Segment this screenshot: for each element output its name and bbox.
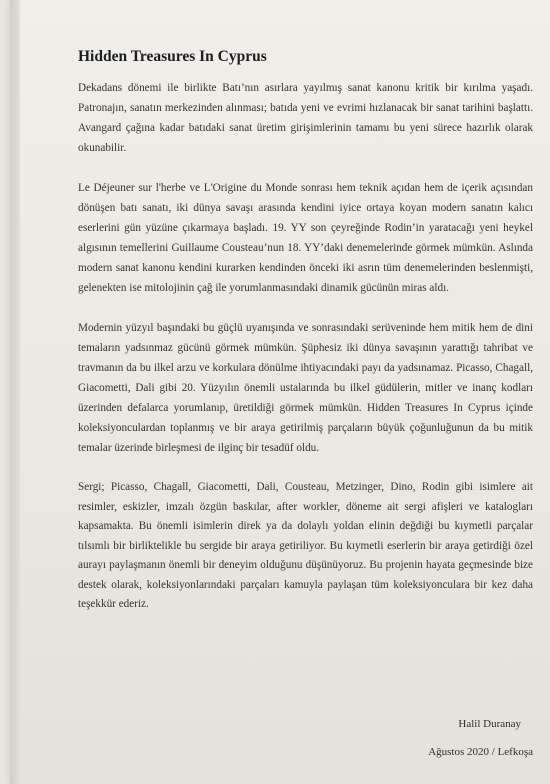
paragraph-4: Sergi; Picasso, Chagall, Giacometti, Dali, Cousteau, Metzinger, Dino, Rodin gibi isimlere ait resimler, eskizler, imzalı özgün baskılar, after workler, döneme ait sergi afişleri ve katalogları kapsamakta. Bu önemli isimlerin direk ya da dolaylı yoldan elinin değdiği bu kıymetli parçalar tılsımlı bir birliktelikle bu sergide bir araya getiriliyor. Bu kıymetli eserlerin bir araya getirdiği özel aurayı paylaşmanın önemli bir deneyim olduğunu düşünüyoruz. Bu projenin hayata geçmesinde bize destek olarak, koleksiyonlarındaki parçaları kamuyla paylaşan tüm koleksiyonculara bir kez daha teşekkür ederiz.	[78, 481, 533, 610]
date-place: Ağustos 2020 / Lefkoşa	[428, 746, 533, 758]
signature-block	[428, 710, 533, 766]
paragraph-3: Modernin yüzyıl başındaki bu güçlü uyanışında ve sonrasındaki serüveninde hem mitik hem de dini temaların yadsınmaz gücünü görmek mümkün. Şüphesiz iki dünya savaşının yarattığı tahribat ve travmanın da bu ilkel arzu ve korkulara dönülme ihtiyacındaki payı da yadsınamaz. Picasso, Chagall, Giacometti, Dali gibi 20. Yüzyılın önemli ustalarında bu ilkel güdülerin, mitler ve inanç kodları üzerinden defalarca yorumlanıp, üretildiği görmek mümkün. Hidden Treasures In Cyprus içinde koleksiyonculardan toplanmış ve bir araya getirilmiş parçaların büyük çoğunluğunun da bu mitik temalar üzerinde birleşmesi de ilginç bir tesadüf oldu.	[78, 322, 533, 454]
author-name: Halil Duranay	[458, 718, 521, 730]
paper-edge-shadow	[10, 0, 20, 784]
paragraph-2: Le Déjeuner sur l'herbe ve L'Origine du Monde sonrası hem teknik açıdan hem de içerik açısından dönüşen batı sanatı, iki dünya savaşı arasında kendini iyice ortaya koyan modern sanatın kalıcı eserlerini gün yüzüne çıkarmaya başladı. 19. YY son çeyreğinde Rodin’in yaratacağı yeni heykel algısının temellerini Guillaume Cousteau’nun 18. YY’daki denemelerinde görmek mümkün. Aslında modern sanat kanonu kendini kurarken kendinden önceki iki asrın tüm denemelerinden beslenmişti, gelenekten ise mitolojinin çağ ile yorumlanmasındaki dinamik gücünün miras aldı.	[78, 182, 533, 294]
document-sheet	[10, 0, 550, 784]
paragraph-1: Dekadans dönemi ile birlikte Batı’nın asırlara yayılmış sanat kanonu kritik bir kırılma yaşadı. Patronajın, sanatın merkezinden alınması; batıda yeni ve evrimi hızlanacak bir sanat tarihini başlattı. Avangard çağına kadar batıdaki sanat üretim girişimlerinin tamamı bu yeni sürece hazırlık olarak okunabilir.	[78, 82, 533, 154]
document-body	[78, 48, 533, 758]
document-title: Hidden Treasures In Cyprus	[78, 48, 267, 65]
